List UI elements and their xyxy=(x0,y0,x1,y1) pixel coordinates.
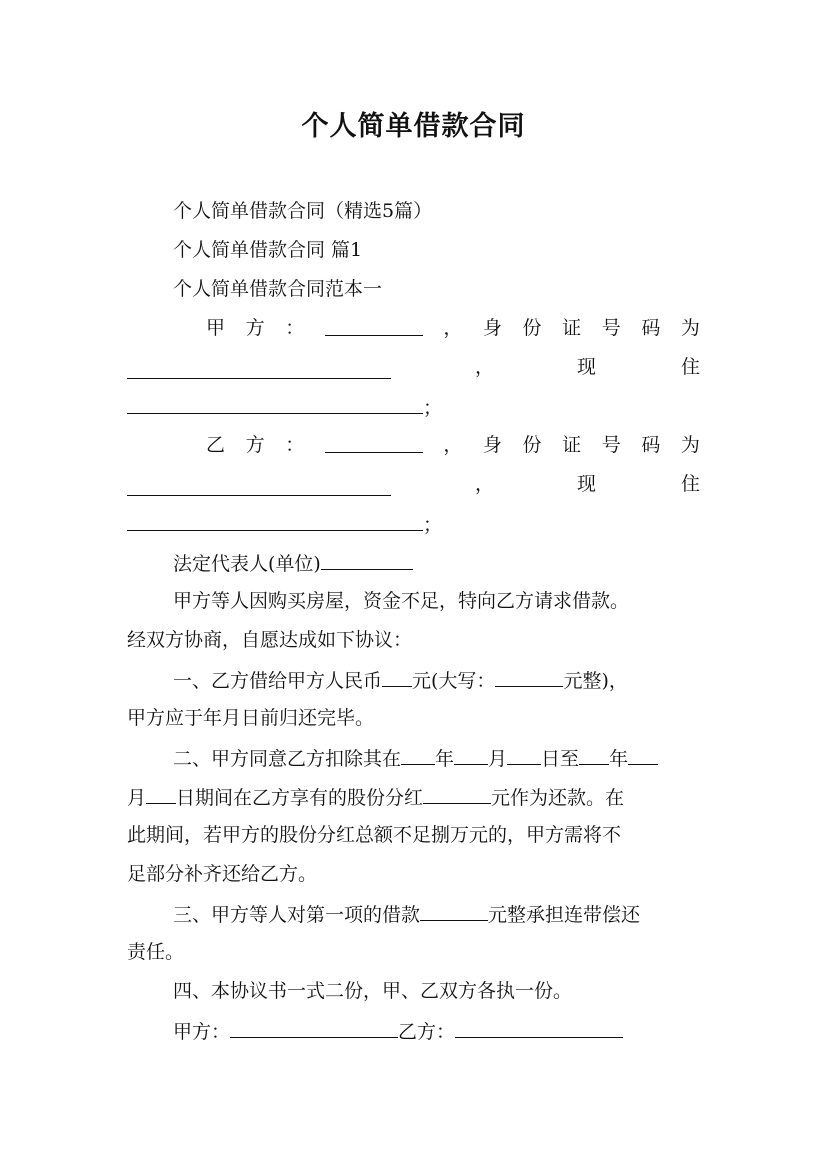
clause-1-line xyxy=(173,667,749,693)
legal-rep-blank[interactable] xyxy=(321,550,413,570)
party-a-id-char: 身 xyxy=(482,317,502,339)
party-a-addr-char: 住 xyxy=(681,356,701,378)
clause-2-text: 月 xyxy=(127,787,147,809)
clause-2-line xyxy=(173,745,749,771)
party-b-sign-blank[interactable] xyxy=(455,1018,623,1038)
party-b-id-char: 证 xyxy=(562,434,582,456)
clause-4-line: 四、本协议书一式二份，甲、乙双方各执一份。 xyxy=(173,980,573,1002)
year-blank[interactable] xyxy=(579,745,609,765)
clause-2-line-4: 足部分补齐还给乙方。 xyxy=(127,863,318,885)
party-b-line xyxy=(206,433,700,457)
party-b-id-char: 为 xyxy=(680,434,700,456)
party-b-label-char: 乙 xyxy=(206,434,226,456)
subtitle: 个人简单借款合同（精选5篇） xyxy=(173,200,433,222)
party-b-addr-char: 现 xyxy=(577,473,597,495)
party-b-id-char: 份 xyxy=(522,434,542,456)
month-blank[interactable] xyxy=(628,745,658,765)
clause-2-text: 年 xyxy=(435,748,455,770)
party-b-id-char: 身 xyxy=(482,434,502,456)
sample-heading: 个人简单借款合同范本一 xyxy=(173,278,383,300)
party-b-comma: ， xyxy=(475,473,495,495)
party-a-id-char: 号 xyxy=(601,317,621,339)
section-heading: 个人简单借款合同 篇1 xyxy=(173,239,363,261)
party-a-sign-label: 甲方： xyxy=(173,1021,231,1043)
party-a-id-char: 份 xyxy=(522,317,542,339)
clause-2-text: 二、甲方同意乙方扣除其在 xyxy=(173,748,402,770)
clause-3-text: 元整承担连带偿还 xyxy=(488,904,641,926)
party-b-name-blank[interactable] xyxy=(325,433,423,453)
legal-rep-label: 法定代表人(单位) xyxy=(173,553,321,575)
party-a-id-blank[interactable] xyxy=(127,359,391,379)
party-a-label-char: 方 xyxy=(245,317,265,339)
party-b-addr-line xyxy=(127,511,703,537)
party-b-id-blank[interactable] xyxy=(127,476,391,496)
legal-rep-line xyxy=(173,550,749,576)
year-blank[interactable] xyxy=(401,745,435,765)
clause-2-text: 元作为还款。在 xyxy=(491,787,625,809)
party-a-label-char: ： xyxy=(285,317,305,339)
amount-words-blank[interactable] xyxy=(495,667,563,687)
party-a-sign-blank[interactable] xyxy=(230,1018,398,1038)
party-a-line xyxy=(206,316,700,340)
party-a-comma: ， xyxy=(475,356,495,378)
clause-2-text: 日期间在乙方享有的股份分红 xyxy=(176,787,424,809)
month-blank[interactable] xyxy=(454,745,488,765)
party-a-name-blank[interactable] xyxy=(325,316,423,336)
party-b-addr-char: 住 xyxy=(681,473,701,495)
party-b-label-char: ： xyxy=(285,434,305,456)
party-a-id-char: 码 xyxy=(641,317,661,339)
clause-2-line-2 xyxy=(127,784,703,810)
party-a-addr-char: 现 xyxy=(577,356,597,378)
clause-3-line xyxy=(173,901,749,927)
party-b-id-char: 号 xyxy=(601,434,621,456)
clause-2-text: 月 xyxy=(488,748,508,770)
clause-1-line-2: 甲方应于年月日前归还完毕。 xyxy=(127,707,375,729)
intro-line-1: 甲方等人因购买房屋，资金不足，特向乙方请求借款。 xyxy=(173,590,630,612)
party-b-label-char: 方 xyxy=(245,434,265,456)
day-blank[interactable] xyxy=(507,745,541,765)
clause-1-text: 元整)， xyxy=(563,670,628,692)
party-b-end: ； xyxy=(423,514,443,536)
clause-1-text: 一、乙方借给甲方人民币 xyxy=(173,670,383,692)
party-b-comma: ， xyxy=(443,434,463,456)
party-a-addr-line xyxy=(127,394,703,420)
party-a-label-char: 甲 xyxy=(206,317,226,339)
party-b-sign-label: 乙方： xyxy=(398,1021,456,1043)
clause-2-line-3: 此期间，若甲方的股份分红总额不足捌万元的，甲方需将不 xyxy=(127,824,622,846)
clause-2-text: 日至 xyxy=(541,748,580,770)
party-a-id-char: 为 xyxy=(680,317,700,339)
clause-1-text: 元(大写： xyxy=(412,670,496,692)
clause-2-text: 年 xyxy=(609,748,629,770)
page-title: 个人简单借款合同 xyxy=(301,111,526,142)
party-a-addr-blank[interactable] xyxy=(127,394,423,414)
loan-blank[interactable] xyxy=(420,901,488,921)
dividend-blank[interactable] xyxy=(423,784,491,804)
clause-3-line-2: 责任。 xyxy=(127,941,185,963)
party-a-comma: ， xyxy=(443,317,463,339)
signature-line xyxy=(173,1018,749,1044)
party-b-id-char: 码 xyxy=(641,434,661,456)
day-blank[interactable] xyxy=(146,784,176,804)
party-a-id-char: 证 xyxy=(562,317,582,339)
intro-line-2: 经双方协商，自愿达成如下协议： xyxy=(127,629,413,651)
party-b-addr-blank[interactable] xyxy=(127,511,423,531)
clause-3-text: 三、甲方等人对第一项的借款 xyxy=(173,904,421,926)
amount-blank[interactable] xyxy=(382,667,412,687)
party-a-end: ； xyxy=(423,397,443,419)
